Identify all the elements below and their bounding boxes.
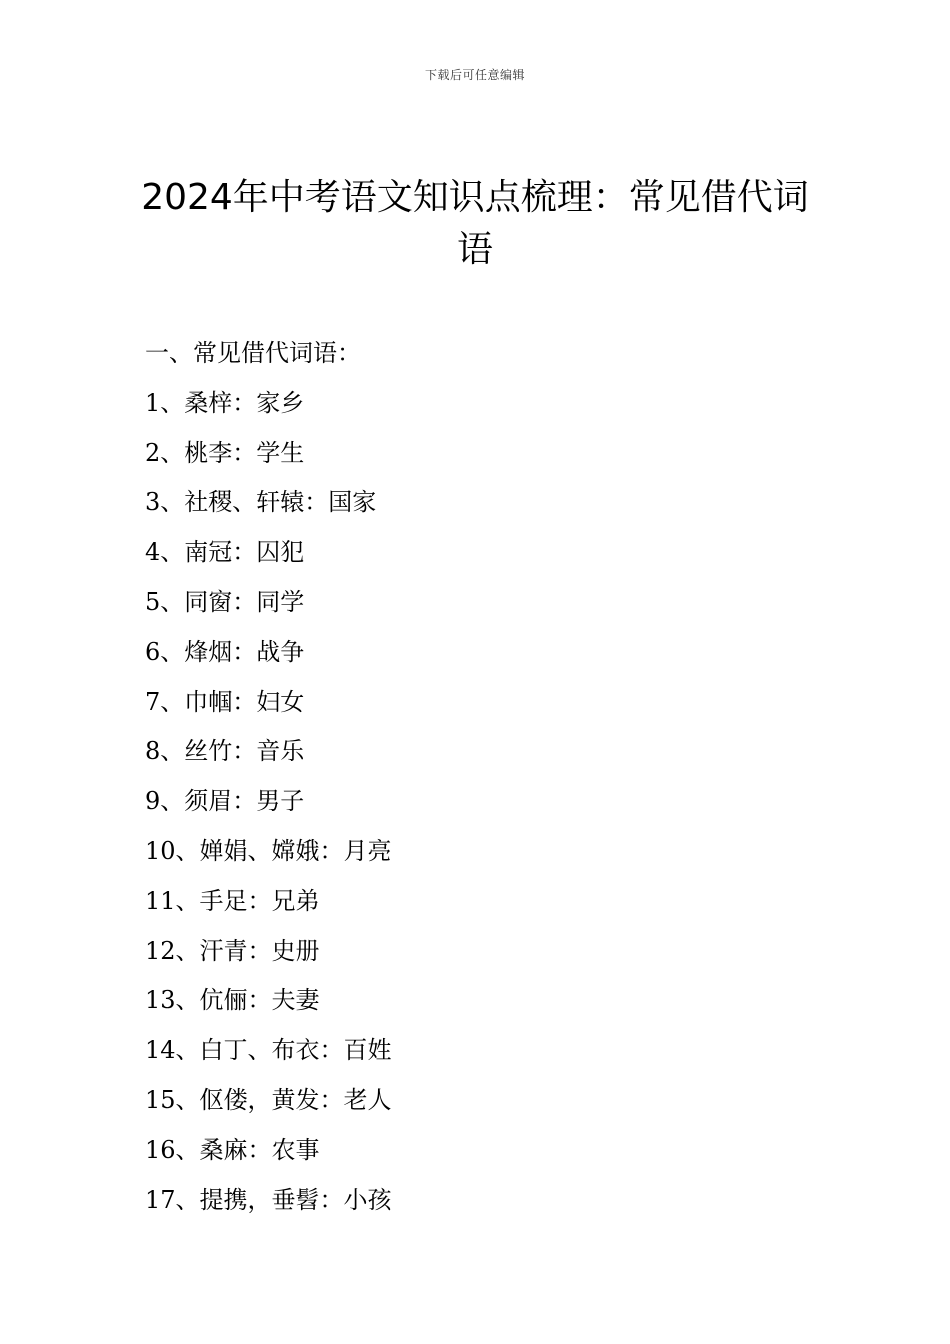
list-item: 15、伛偻，黄发：老人 xyxy=(145,1085,392,1114)
list-item: 9、须眉：男子 xyxy=(145,787,305,816)
list-item: 2、桃李：学生 xyxy=(145,438,305,467)
page-header-note: 下载后可任意编辑 xyxy=(424,68,525,82)
list-item: 7、巾帼：妇女 xyxy=(145,687,305,716)
list-item: 10、婵娟、嫦娥：月亮 xyxy=(145,836,392,865)
list-item: 5、同窗：同学 xyxy=(145,587,305,616)
list-item: 13、伉俪：夫妻 xyxy=(145,986,320,1015)
list-item: 8、丝竹：音乐 xyxy=(145,737,305,766)
list-item: 11、手足：兄弟 xyxy=(145,886,320,915)
list-item: 4、南冠：囚犯 xyxy=(145,538,305,567)
list-item: 3、社稷、轩辕：国家 xyxy=(145,488,377,517)
list-item: 16、桑麻：农事 xyxy=(145,1135,320,1164)
list-item: 6、烽烟：战争 xyxy=(145,637,305,666)
borrowed-terms-section xyxy=(145,329,845,1225)
list-item: 1、桑梓：家乡 xyxy=(145,388,305,417)
section-heading: 一、常见借代词语： xyxy=(145,339,361,367)
list-item: 14、白丁、布衣：百姓 xyxy=(145,1036,392,1065)
list-item: 17、提携，垂髫：小孩 xyxy=(145,1185,392,1214)
term-list xyxy=(145,379,845,1226)
list-item: 12、汗青：史册 xyxy=(145,936,320,965)
document-title: 2024年中考语文知识点梳理：常见借代词语 xyxy=(141,177,809,270)
